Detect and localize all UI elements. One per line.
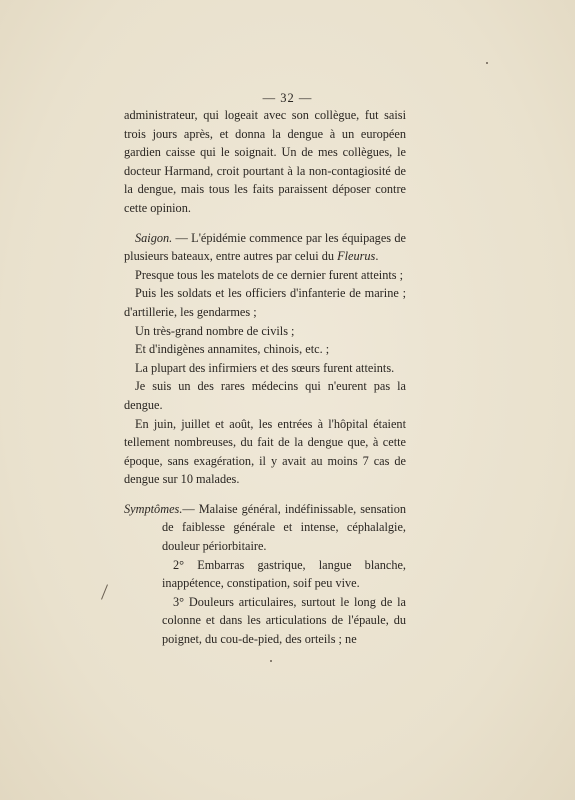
paragraph-3: Presque tous les matelots de ce dernier furent atteints ; <box>135 267 404 282</box>
paragraph-6: Et d'indigènes annamites, chinois, etc. ; <box>135 342 330 357</box>
paragraph-5: Un très-grand nombre de civils ; <box>135 323 295 338</box>
saigon-heading: Saigon. <box>135 230 173 245</box>
pencil-mark <box>101 584 108 599</box>
saigon-text-b: . <box>375 249 379 264</box>
ink-speck <box>486 62 488 64</box>
body-text <box>124 106 406 649</box>
paragraph-8: Je suis un des rares médecins qui n'eurent pas la dengue. <box>124 379 406 412</box>
paragraph-symptomes <box>124 500 406 556</box>
page-number-header: — 32 — <box>262 91 313 105</box>
paragraph-saigon <box>124 229 406 266</box>
symptomes-heading: Symptômes. <box>124 501 183 516</box>
paragraph-1: administrateur, qui logeait avec son collègue, fut saisi trois jours après, et donna la dengue à un européen gardien caisse qui le soignait. Un de mes collègues, le docteur Harmand, croit pourtant à la non-contagiosité de la dengue, mais tous les faits paraissent déposer contre cette opinion. <box>124 108 406 215</box>
ship-name: Fleurus <box>337 249 376 264</box>
paragraph-9: En juin, juillet et août, les entrées à l'hôpital étaient tellement nombreuses, du fait de la dengue que, à cette époque, sans exagération, il y avait au moins 7 cas de dengue sur 10 malades. <box>124 416 406 487</box>
symptomes-text: — Malaise général, indéfinissable, sensation de faiblesse générale et intense, céphalalgie, douleur périorbitaire. <box>162 501 406 554</box>
symptom-2: 2° Embarras gastrique, langue blanche, inappétence, constipation, soif peu vive. <box>162 557 406 591</box>
saigon-text-a: — L'épidémie commence par les équipages de plusieurs bateaux, entre autres par celui du <box>124 230 406 264</box>
paragraph-7: La plupart des infirmiers et des sœurs furent atteints. <box>135 360 395 375</box>
paragraph-4: Puis les soldats et les officiers d'infanterie de marine ; d'artillerie, les gendarmes ; <box>124 286 406 319</box>
ink-speck <box>270 660 272 662</box>
symptom-3: 3° Douleurs articulaires, surtout le long de la colonne et dans les articulations de l'épaule, du poignet, du cou-de-pied, des orteils ; ne <box>162 594 406 647</box>
